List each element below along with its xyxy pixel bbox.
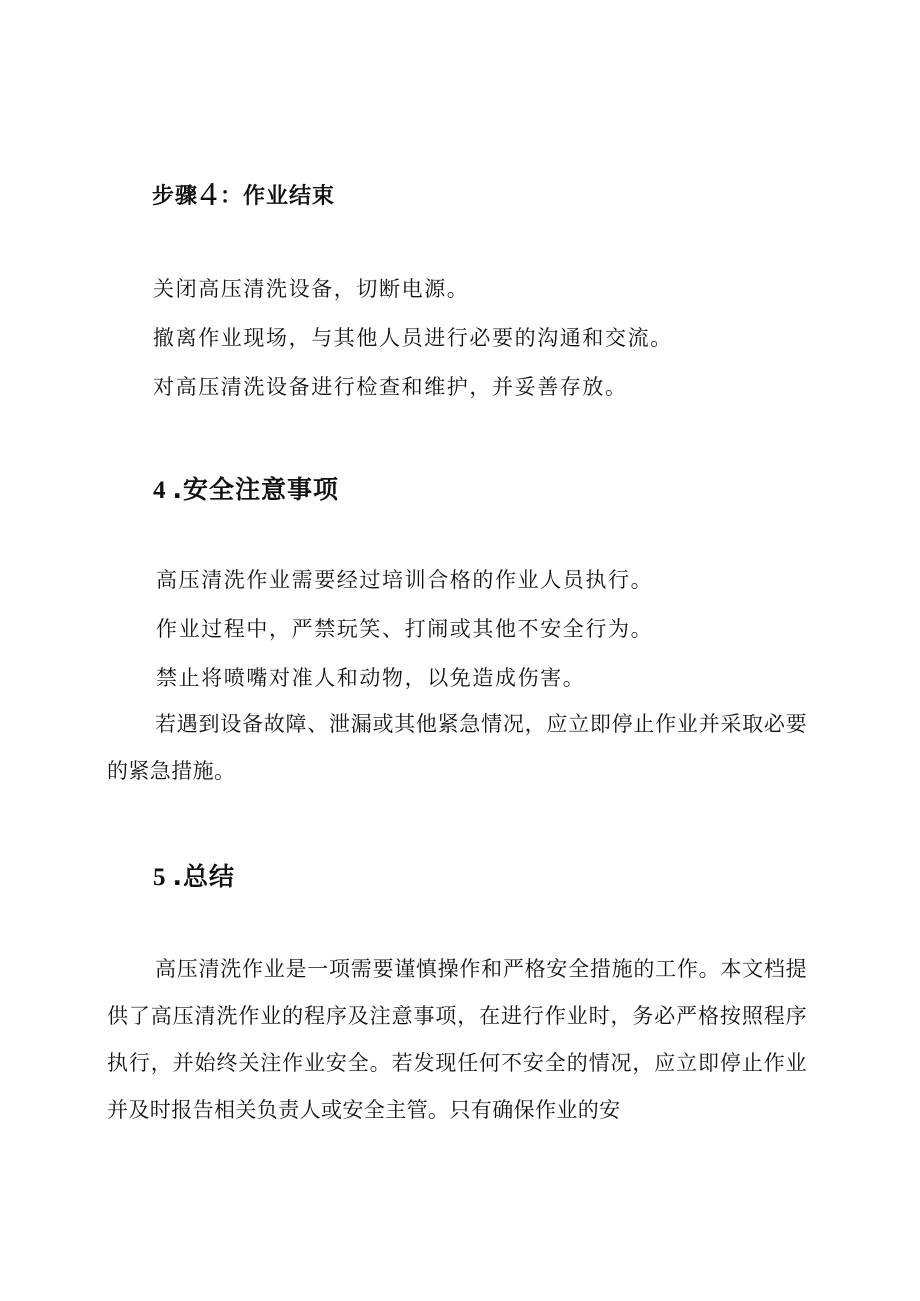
section-4-heading [153,470,339,506]
summary-paragraph: 高压清洗作业是一项需要谨慎操作和严格安全措施的工作。本文档提供了高压清洗作业的程序及注意事项，在进行作业时，务必严格按照程序执行，并始终关注作业安全。若发现任何不安全的情况，应立即停止作业并及时报告相关负责人或安全主管。只有确保作业的安 [107,957,807,1122]
step4-item-1: 关闭高压清洗设备，切断电源。 [153,277,470,301]
section-4-title: .安全注意事项 [172,475,339,504]
step-title: ：作业结束 [220,184,336,209]
section-4-number: 4 [153,477,167,504]
section4-item-3: 禁止将喷嘴对准人和动物，以免造成伤害。 [156,666,586,690]
section-5-heading [153,857,235,893]
step4-item-3: 对高压清洗设备进行检查和维护，并妥善存放。 [153,375,628,399]
section4-item-4: 若遇到设备故障、泄漏或其他紧急情况，应立即停止作业并采取必要的紧急措施。 [107,712,807,783]
section4-item-2: 作业过程中，严禁玩笑、打闹或其他不安全行为。 [156,617,654,641]
step4-item-2: 撤离作业现场，与其他人员进行必要的沟通和交流。 [153,326,673,350]
step-prefix: 步骤 [152,184,199,209]
section-5-number: 5 [153,864,167,891]
section4-item-1: 高压清洗作业需要经过培训合格的作业人员执行。 [156,568,654,592]
section-5-title: .总结 [172,862,235,891]
step-number: 4 [200,176,219,213]
step-4-heading [152,176,335,214]
